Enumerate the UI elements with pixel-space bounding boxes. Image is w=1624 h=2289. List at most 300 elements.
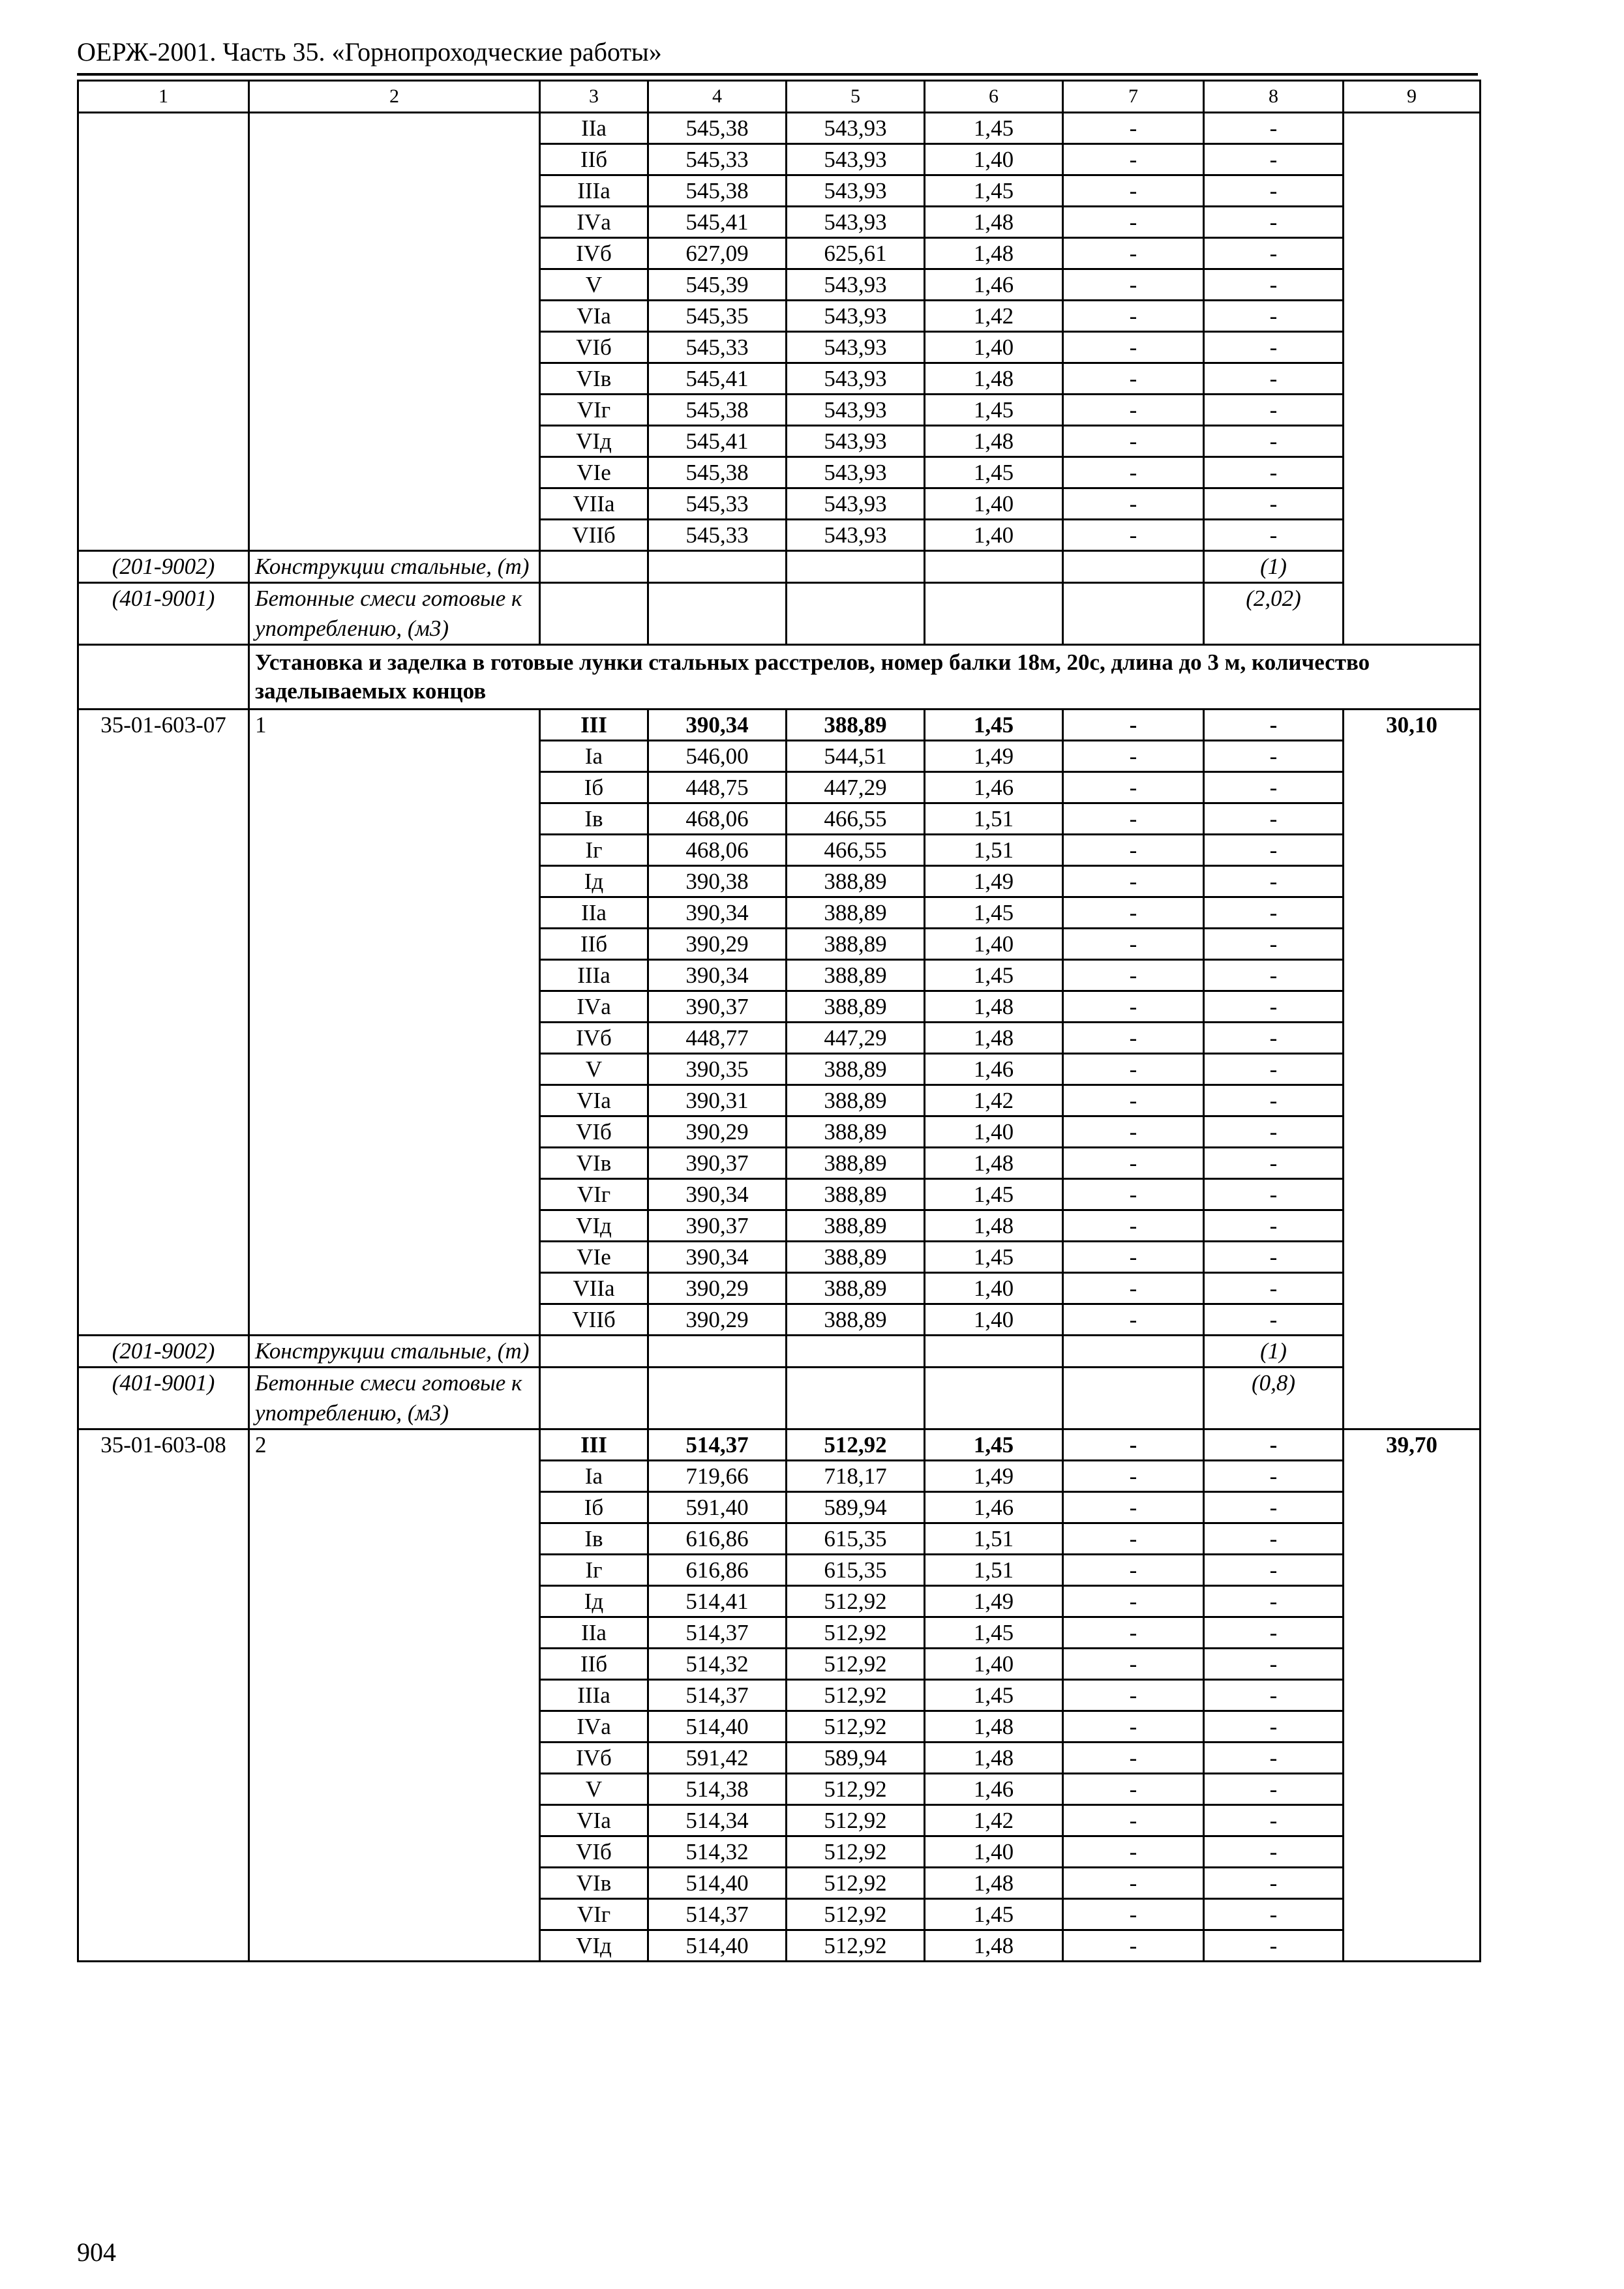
rate-count — [249, 113, 540, 551]
column-number-row — [78, 81, 1481, 113]
table-cell: - — [1063, 960, 1204, 991]
zone-code: IVб — [540, 1023, 648, 1054]
zone-code: VIб — [540, 1836, 648, 1868]
resource-code: (201-9002) — [78, 551, 249, 583]
table-cell: 468,06 — [648, 835, 787, 866]
table-cell: 388,89 — [787, 929, 925, 960]
table-cell: - — [1204, 1148, 1344, 1179]
table-cell: 1,45 — [925, 1179, 1063, 1210]
table-cell: 543,93 — [787, 363, 925, 395]
zone-code: Iб — [540, 1492, 648, 1523]
table-cell: - — [1204, 1023, 1344, 1054]
table-cell: 512,92 — [787, 1429, 925, 1461]
table-cell: 1,49 — [925, 866, 1063, 897]
empty-cell — [540, 583, 648, 645]
table-cell: 514,37 — [648, 1899, 787, 1930]
table-cell: 1,48 — [925, 1210, 1063, 1242]
table-cell: 543,93 — [787, 113, 925, 144]
resource-row — [78, 551, 1481, 583]
table-cell: - — [1204, 1304, 1344, 1336]
table-cell: - — [1204, 175, 1344, 207]
table-cell: - — [1204, 1711, 1344, 1743]
table-cell: 514,40 — [648, 1711, 787, 1743]
zone-code: VIе — [540, 1242, 648, 1273]
table-cell: - — [1204, 332, 1344, 363]
table-cell: 543,93 — [787, 488, 925, 520]
empty-cell — [78, 645, 249, 710]
table-cell: 543,93 — [787, 269, 925, 301]
column-number: 4 — [648, 81, 787, 113]
table-cell: - — [1063, 426, 1204, 457]
zone-code: Iа — [540, 741, 648, 772]
table-cell: - — [1063, 710, 1204, 741]
table-cell: 1,46 — [925, 1492, 1063, 1523]
rate-code — [78, 113, 249, 551]
resource-value: (1) — [1204, 1336, 1344, 1368]
zone-code: IIIа — [540, 175, 648, 207]
table-cell: 390,29 — [648, 1116, 787, 1148]
table-cell: 514,32 — [648, 1649, 787, 1680]
table-cell: - — [1204, 1555, 1344, 1586]
table-cell: 1,49 — [925, 741, 1063, 772]
empty-cell — [648, 1368, 787, 1429]
table-cell: - — [1204, 363, 1344, 395]
zone-code: VIIа — [540, 1273, 648, 1304]
table-cell: - — [1204, 1899, 1344, 1930]
table-cell: 1,45 — [925, 1617, 1063, 1649]
table-cell: 1,45 — [925, 960, 1063, 991]
table-cell: 1,51 — [925, 835, 1063, 866]
table-cell: - — [1063, 897, 1204, 929]
table-cell: - — [1063, 488, 1204, 520]
zone-code: V — [540, 1774, 648, 1805]
table-cell: 1,40 — [925, 1836, 1063, 1868]
table-cell: 512,92 — [787, 1586, 925, 1617]
table-cell: - — [1063, 1242, 1204, 1273]
table-cell: - — [1063, 113, 1204, 144]
table-cell: - — [1204, 1273, 1344, 1304]
table-cell: 390,34 — [648, 1242, 787, 1273]
table-cell: 390,31 — [648, 1085, 787, 1116]
table-cell: - — [1063, 1555, 1204, 1586]
zone-code: VIIб — [540, 1304, 648, 1336]
table-cell: 1,45 — [925, 457, 1063, 488]
table-cell: 1,48 — [925, 1711, 1063, 1743]
table-cell: 545,41 — [648, 426, 787, 457]
table-cell: - — [1063, 1774, 1204, 1805]
table-cell: - — [1063, 395, 1204, 426]
zone-code: Iг — [540, 835, 648, 866]
empty-cell — [1063, 1336, 1204, 1368]
table-cell: 390,29 — [648, 1273, 787, 1304]
table-cell: 1,46 — [925, 1774, 1063, 1805]
empty-cell — [540, 1336, 648, 1368]
resource-code: (401-9001) — [78, 583, 249, 645]
column-number: 7 — [1063, 81, 1204, 113]
empty-cell — [540, 1368, 648, 1429]
table-cell: - — [1063, 1805, 1204, 1836]
column-number: 9 — [1344, 81, 1481, 113]
table-cell: 388,89 — [787, 1054, 925, 1085]
empty-cell — [1063, 583, 1204, 645]
resource-name: Конструкции стальные, (т) — [249, 1336, 540, 1368]
table-cell: 390,38 — [648, 866, 787, 897]
table-cell: 390,37 — [648, 1148, 787, 1179]
table-cell: 1,48 — [925, 1930, 1063, 1962]
zone-code: VIа — [540, 1085, 648, 1116]
table-cell: 390,29 — [648, 1304, 787, 1336]
table-cell: 1,40 — [925, 929, 1063, 960]
empty-cell — [1063, 551, 1204, 583]
table-cell: - — [1204, 1836, 1344, 1868]
table-cell: - — [1204, 866, 1344, 897]
table-cell: 390,29 — [648, 929, 787, 960]
table-cell: 546,00 — [648, 741, 787, 772]
table-cell: 512,92 — [787, 1805, 925, 1836]
table-cell: 388,89 — [787, 1148, 925, 1179]
table-cell: - — [1063, 1899, 1204, 1930]
table-cell: 514,41 — [648, 1586, 787, 1617]
table-cell: - — [1204, 1774, 1344, 1805]
column-number: 5 — [787, 81, 925, 113]
total-cost — [1344, 113, 1481, 645]
table-cell: - — [1204, 1429, 1344, 1461]
zone-code: Iд — [540, 1586, 648, 1617]
table-cell: 1,48 — [925, 363, 1063, 395]
table-cell: 589,94 — [787, 1492, 925, 1523]
zone-code: IVа — [540, 207, 648, 238]
empty-cell — [787, 1368, 925, 1429]
table-cell: 545,41 — [648, 363, 787, 395]
table-cell: - — [1063, 1492, 1204, 1523]
table-cell: 1,45 — [925, 113, 1063, 144]
table-cell: 448,75 — [648, 772, 787, 803]
table-cell: 543,93 — [787, 175, 925, 207]
table-cell: 589,94 — [787, 1743, 925, 1774]
table-cell: - — [1063, 1743, 1204, 1774]
table-cell: - — [1204, 426, 1344, 457]
table-cell: 616,86 — [648, 1523, 787, 1555]
table-cell: 1,40 — [925, 520, 1063, 551]
table-cell: - — [1204, 1054, 1344, 1085]
table-cell: 1,40 — [925, 1649, 1063, 1680]
zone-code: V — [540, 1054, 648, 1085]
page-number: 904 — [77, 2237, 116, 2267]
table-cell: 514,38 — [648, 1774, 787, 1805]
table-cell: - — [1204, 1179, 1344, 1210]
empty-cell — [540, 551, 648, 583]
zone-code: V — [540, 269, 648, 301]
zone-code: IVа — [540, 991, 648, 1023]
resource-value: (1) — [1204, 551, 1344, 583]
table-cell: 388,89 — [787, 1210, 925, 1242]
table-cell: 1,40 — [925, 1304, 1063, 1336]
table-cell: - — [1204, 741, 1344, 772]
table-cell: 1,40 — [925, 1116, 1063, 1148]
zone-code: VIа — [540, 301, 648, 332]
table-cell: 1,48 — [925, 1148, 1063, 1179]
rate-code: 35-01-603-08 — [78, 1429, 249, 1962]
table-cell: - — [1204, 835, 1344, 866]
empty-cell — [1063, 1368, 1204, 1429]
table-cell: 390,34 — [648, 710, 787, 741]
zone-code: IIIа — [540, 960, 648, 991]
table-cell: 545,33 — [648, 520, 787, 551]
table-cell: 544,51 — [787, 741, 925, 772]
total-cost: 39,70 — [1344, 1429, 1481, 1962]
table-cell: - — [1063, 1023, 1204, 1054]
table-cell: - — [1204, 710, 1344, 741]
table-cell: 466,55 — [787, 835, 925, 866]
table-row — [78, 113, 1481, 144]
column-number: 3 — [540, 81, 648, 113]
table-cell: 718,17 — [787, 1461, 925, 1492]
table-cell: 543,93 — [787, 144, 925, 175]
zone-code: Iа — [540, 1461, 648, 1492]
table-cell: - — [1204, 991, 1344, 1023]
table-cell: - — [1063, 1054, 1204, 1085]
table-cell: - — [1063, 1523, 1204, 1555]
table-cell: 1,51 — [925, 803, 1063, 835]
empty-cell — [648, 1336, 787, 1368]
table-cell: - — [1063, 1429, 1204, 1461]
table-cell: 545,38 — [648, 395, 787, 426]
table-cell: 1,48 — [925, 1023, 1063, 1054]
table-cell: 1,48 — [925, 426, 1063, 457]
table-cell: - — [1063, 991, 1204, 1023]
table-cell: 1,40 — [925, 144, 1063, 175]
table-cell: 512,92 — [787, 1836, 925, 1868]
table-cell: 1,40 — [925, 332, 1063, 363]
column-number: 2 — [249, 81, 540, 113]
zone-code: Iг — [540, 1555, 648, 1586]
table-cell: 1,45 — [925, 395, 1063, 426]
table-cell: 545,33 — [648, 144, 787, 175]
zone-code: VIа — [540, 1805, 648, 1836]
zone-code: III — [540, 1429, 648, 1461]
table-cell: - — [1204, 1805, 1344, 1836]
zone-code: Iб — [540, 772, 648, 803]
zone-code: IIб — [540, 144, 648, 175]
zone-code: VIд — [540, 1930, 648, 1962]
table-cell: 388,89 — [787, 960, 925, 991]
total-cost: 30,10 — [1344, 710, 1481, 1429]
table-cell: - — [1204, 488, 1344, 520]
table-cell: - — [1204, 1586, 1344, 1617]
table-cell: 512,92 — [787, 1711, 925, 1743]
table-cell: - — [1063, 1304, 1204, 1336]
table-cell: 1,42 — [925, 1805, 1063, 1836]
table-cell: 388,89 — [787, 1242, 925, 1273]
resource-code: (201-9002) — [78, 1336, 249, 1368]
table-cell: 514,34 — [648, 1805, 787, 1836]
rate-count: 2 — [249, 1429, 540, 1962]
table-cell: - — [1204, 1617, 1344, 1649]
table-cell: 388,89 — [787, 1273, 925, 1304]
table-cell: 1,45 — [925, 175, 1063, 207]
header-rule — [77, 73, 1478, 76]
table-cell: - — [1204, 1085, 1344, 1116]
table-cell: - — [1063, 1210, 1204, 1242]
zone-code: VIб — [540, 1116, 648, 1148]
zone-code: Iв — [540, 803, 648, 835]
resource-row — [78, 1336, 1481, 1368]
rates-table — [77, 80, 1481, 1962]
table-cell: - — [1063, 929, 1204, 960]
zone-code: VIIа — [540, 488, 648, 520]
zone-code: IIа — [540, 897, 648, 929]
table-cell: 448,77 — [648, 1023, 787, 1054]
resource-row — [78, 1368, 1481, 1429]
resource-name: Бетонные смеси готовые к употреблению, (м3) — [249, 1368, 540, 1429]
table-cell: 545,33 — [648, 488, 787, 520]
zone-code: IVб — [540, 1743, 648, 1774]
zone-code: IVа — [540, 1711, 648, 1743]
table-cell: 1,48 — [925, 207, 1063, 238]
table-cell: 1,42 — [925, 1085, 1063, 1116]
table-cell: 1,46 — [925, 1054, 1063, 1085]
empty-cell — [787, 583, 925, 645]
table-cell: 512,92 — [787, 1899, 925, 1930]
table-cell: - — [1204, 1868, 1344, 1899]
empty-cell — [925, 1368, 1063, 1429]
table-cell: - — [1063, 741, 1204, 772]
zone-code: VIIб — [540, 520, 648, 551]
table-cell: 1,45 — [925, 1242, 1063, 1273]
table-cell: - — [1204, 1210, 1344, 1242]
table-cell: - — [1204, 803, 1344, 835]
table-cell: - — [1204, 238, 1344, 269]
zone-code: IIIа — [540, 1680, 648, 1711]
table-cell: 388,89 — [787, 1085, 925, 1116]
table-cell: - — [1063, 1680, 1204, 1711]
table-cell: - — [1063, 1586, 1204, 1617]
table-cell: - — [1063, 332, 1204, 363]
table-cell: 1,40 — [925, 488, 1063, 520]
table-cell: 388,89 — [787, 710, 925, 741]
table-cell: - — [1204, 1930, 1344, 1962]
table-cell: - — [1063, 1617, 1204, 1649]
table-cell: 388,89 — [787, 1179, 925, 1210]
table-cell: 545,38 — [648, 113, 787, 144]
table-row — [78, 1429, 1481, 1461]
table-cell: - — [1063, 301, 1204, 332]
resource-row — [78, 583, 1481, 645]
table-cell: - — [1063, 1930, 1204, 1962]
table-cell: - — [1204, 144, 1344, 175]
table-cell: - — [1204, 929, 1344, 960]
table-cell: - — [1063, 207, 1204, 238]
section-title-row — [78, 645, 1481, 710]
zone-code: VIг — [540, 1179, 648, 1210]
table-cell: - — [1063, 1148, 1204, 1179]
table-cell: - — [1063, 1868, 1204, 1899]
table-cell: - — [1204, 1649, 1344, 1680]
table-cell: - — [1204, 1116, 1344, 1148]
table-cell: 591,40 — [648, 1492, 787, 1523]
zone-code: VIг — [540, 395, 648, 426]
table-cell: 616,86 — [648, 1555, 787, 1586]
resource-code: (401-9001) — [78, 1368, 249, 1429]
empty-cell — [925, 583, 1063, 645]
table-cell: - — [1204, 457, 1344, 488]
rate-count: 1 — [249, 710, 540, 1336]
zone-code: VIе — [540, 457, 648, 488]
table-cell: 514,37 — [648, 1429, 787, 1461]
empty-cell — [787, 1336, 925, 1368]
table-cell: - — [1063, 1116, 1204, 1148]
table-cell: - — [1063, 803, 1204, 835]
table-cell: 390,35 — [648, 1054, 787, 1085]
column-number: 1 — [78, 81, 249, 113]
table-cell: - — [1063, 1179, 1204, 1210]
table-cell: 1,49 — [925, 1461, 1063, 1492]
table-cell: 543,93 — [787, 332, 925, 363]
table-cell: 390,37 — [648, 1210, 787, 1242]
table-cell: - — [1063, 1711, 1204, 1743]
table-cell: 545,38 — [648, 175, 787, 207]
table-cell: - — [1063, 238, 1204, 269]
zone-code: IIа — [540, 1617, 648, 1649]
table-cell: 1,46 — [925, 269, 1063, 301]
table-cell: 1,45 — [925, 1899, 1063, 1930]
table-cell: 390,34 — [648, 1179, 787, 1210]
table-cell: 447,29 — [787, 1023, 925, 1054]
table-cell: 545,41 — [648, 207, 787, 238]
table-cell: 543,93 — [787, 457, 925, 488]
table-cell: 545,35 — [648, 301, 787, 332]
table-cell: 543,93 — [787, 207, 925, 238]
table-cell: - — [1204, 897, 1344, 929]
table-cell: 545,38 — [648, 457, 787, 488]
table-cell: - — [1063, 1649, 1204, 1680]
zone-code: IIб — [540, 929, 648, 960]
table-cell: 545,39 — [648, 269, 787, 301]
resource-value: (2,02) — [1204, 583, 1344, 645]
table-cell: 514,40 — [648, 1868, 787, 1899]
column-number: 6 — [925, 81, 1063, 113]
resource-name: Бетонные смеси готовые к употреблению, (м3) — [249, 583, 540, 645]
table-cell: 388,89 — [787, 866, 925, 897]
resource-value: (0,8) — [1204, 1368, 1344, 1429]
table-cell: - — [1063, 269, 1204, 301]
table-cell: 543,93 — [787, 301, 925, 332]
table-cell: 543,93 — [787, 520, 925, 551]
zone-code: VIв — [540, 1868, 648, 1899]
table-cell: 1,42 — [925, 301, 1063, 332]
table-row — [78, 710, 1481, 741]
table-cell: - — [1063, 772, 1204, 803]
table-cell: 615,35 — [787, 1555, 925, 1586]
zone-code: III — [540, 710, 648, 741]
table-cell: 388,89 — [787, 991, 925, 1023]
table-cell: 512,92 — [787, 1617, 925, 1649]
table-cell: 388,89 — [787, 1304, 925, 1336]
table-cell: 1,48 — [925, 991, 1063, 1023]
table-cell: 1,45 — [925, 1680, 1063, 1711]
empty-cell — [648, 583, 787, 645]
table-cell: 512,92 — [787, 1868, 925, 1899]
table-cell: 1,45 — [925, 1429, 1063, 1461]
table-cell: 468,06 — [648, 803, 787, 835]
table-cell: 719,66 — [648, 1461, 787, 1492]
table-cell: 615,35 — [787, 1523, 925, 1555]
table-cell: 591,42 — [648, 1743, 787, 1774]
rates-table-body — [78, 113, 1481, 1962]
table-cell: 625,61 — [787, 238, 925, 269]
zone-code: IIа — [540, 113, 648, 144]
table-cell: 1,48 — [925, 1868, 1063, 1899]
